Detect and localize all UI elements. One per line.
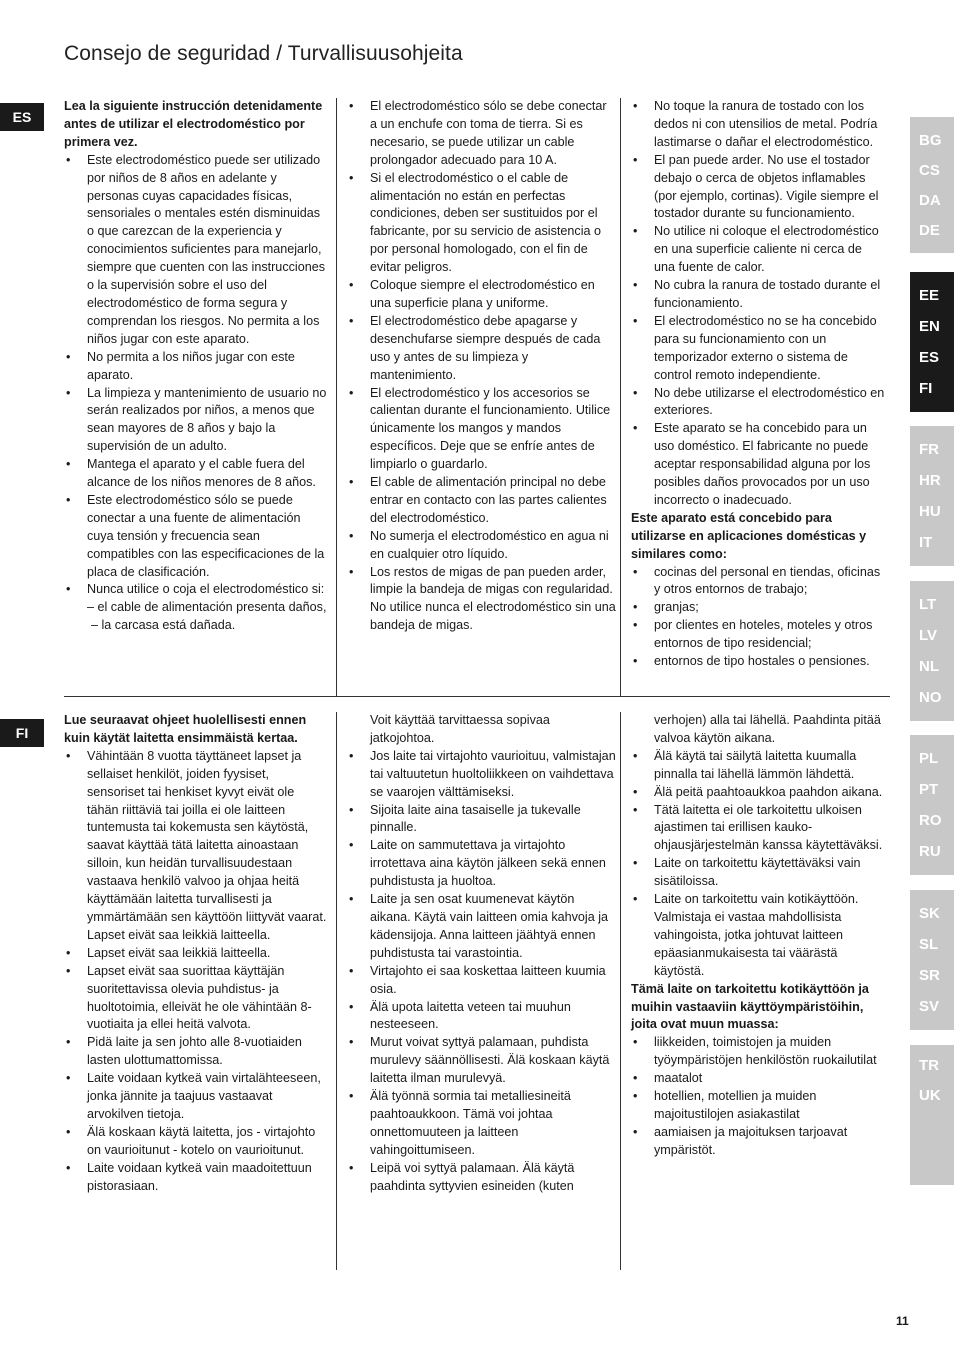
language-group-5 [910, 735, 954, 875]
list-item: • entornos de tipo hostales o pensiones. [631, 653, 886, 671]
list-item: • La limpieza y mantenimiento de usuario no serán realizados por niños, a menos que sean mayores de 8 años y bajo la supervisión de un adulto. [64, 385, 328, 457]
language-tab-pl[interactable]: PL [919, 750, 939, 767]
list-item: • Sijoita laite aina tasaiselle ja tukevalle pinnalle. [347, 802, 616, 838]
list-item: • liikkeiden, toimistojen ja muiden työympäristöjen henkilöstön ruokailutilat [631, 1034, 886, 1070]
fi-intro: Lue seuraavat ohjeet huolellisesti ennen kuin käytät laitetta ensimmäistä kertaa. [64, 713, 307, 745]
list-item: • Laite on sammutettava ja virtajohto irrotettava aina käytön jälkeen sekä ennen puhdistusta ja huoltoa. [347, 837, 616, 891]
list-item: • No cubra la ranura de tostado durante el funcionamiento. [631, 277, 886, 313]
language-badge-es: ES [0, 103, 44, 131]
language-tab-hu[interactable]: HU [919, 503, 941, 520]
list-item: • Leipä voi syttyä palamaan. Älä käytä paahdinta syttyvien esineiden (kuten [347, 1160, 616, 1196]
language-tab-hr[interactable]: HR [919, 472, 941, 489]
list-item [64, 581, 328, 635]
language-tab-tr[interactable]: TR [919, 1057, 939, 1074]
list-item: • granjas; [631, 599, 886, 617]
fi-usage-heading: Tämä laite on tarkoitettu kotikäyttöön ja muihin vastaaviin käyttöympäristöihin, joita ovat muun muassa: [631, 981, 869, 1032]
list-item: • Älä käytä tai säilytä laitetta kuumalla pinnalla tai lähellä lämmön lähdettä. [631, 748, 886, 784]
list-item: • El electrodoméstico y los accesorios se calientan durante el funcionamiento. Utilice únicamente los mangos y mandos específicos. Deje que se enfríe antes de limpiarlo o guardarlo. [347, 385, 616, 475]
list-item: • Älä peitä paahtoaukkoa paahdon aikana. [631, 784, 886, 802]
spanish-section [64, 98, 890, 697]
list-item: • Älä upota laitetta veteen tai muuhun nesteeseen. [347, 999, 616, 1035]
language-tab-pt[interactable]: PT [919, 781, 939, 798]
list-item: • El electrodoméstico debe apagarse y desenchufarse siempre después de cada uso y antes de su limpieza y mantenimiento. [347, 313, 616, 385]
list-item: • Laite on tarkoitettu vain kotikäyttöön. Valmistaja ei vastaa mahdollisista vahingoista, jotka johtuvat laitteen epäasianmukaisesta tai väärästä käytöstä. [631, 891, 886, 981]
language-tab-nl[interactable]: NL [919, 658, 939, 675]
language-tab-fi[interactable]: FI [919, 380, 933, 397]
list-item: • Este electrodoméstico puede ser utilizado por niños de 8 años en adelante y personas cuyas capacidades físicas, sensoriales o mentales estén disminuidas o que carezcan de la experiencia y conocimientos suficientes para manejarlo, siempre que cuenten con las instrucciones o la supervisión sobre el uso del electrodoméstico de forma segura y comprendan los riesgos. No permita a los niños jugar con este aparato. [64, 152, 328, 349]
list-item: • No sumerja el electrodoméstico en agua ni en cualquier otro líquido. [347, 528, 616, 564]
sub-item: – el cable de alimentación presenta daños, [87, 600, 327, 615]
list-item: • Lapset eivät saa leikkiä laitteella. [64, 945, 328, 963]
list-item: • Pidä laite ja sen johto alle 8-vuotiaiden lasten ulottumattomissa. [64, 1034, 328, 1070]
language-tab-cs[interactable]: CS [919, 161, 940, 179]
list-item: • maatalot [631, 1070, 886, 1088]
es-intro: Lea la siguiente instrucción detenidamente antes de utilizar el electrodoméstico por primera vez. [64, 99, 323, 149]
language-tab-sl[interactable]: SL [919, 936, 939, 953]
list-item: • Laite voidaan kytkeä vain maadoitettuun pistorasiaan. [64, 1160, 328, 1196]
language-tab-ro[interactable]: RO [919, 812, 942, 829]
list-item: • No debe utilizarse el electrodoméstico en exteriores. [631, 385, 886, 421]
language-tab-sr[interactable]: SR [919, 967, 940, 984]
language-tab-fr[interactable]: FR [919, 441, 939, 458]
list-item: • aamiaisen ja majoituksen tarjoavat ympäristöt. [631, 1124, 886, 1160]
language-tab-lv[interactable]: LV [919, 627, 938, 644]
list-item: • Murut voivat syttyä palamaan, puhdista murulevy säännöllisesti. Älä koskaan käytä laitetta ilman murulevyä. [347, 1034, 616, 1088]
continued-text: Voit käyttää tarvittaessa sopivaa jatkojohtoa. [370, 713, 550, 745]
list-item: • Coloque siempre el electrodoméstico en una superficie plana y uniforme. [347, 277, 616, 313]
list-item: • Älä työnnä sormia tai metalliesineitä paahtoaukkoon. Tämä voi johtaa onnettomuuteen ja laitteen vahingoittumiseen. [347, 1088, 616, 1160]
sub-item: – la carcasa está dañada. [91, 618, 236, 633]
language-tab-es[interactable]: ES [919, 349, 940, 366]
list-item: • Este aparato se ha concebido para un uso doméstico. El fabricante no puede aceptar responsabilidad alguna por los posibles daños provocados por un uso incorrecto o inadecuado. [631, 420, 886, 510]
language-group-3 [910, 426, 954, 566]
es-column-3 [620, 98, 890, 696]
page-title: Consejo de seguridad / Turvallisuusohjeita [64, 42, 463, 65]
list-item: • Laite voidaan kytkeä vain virtalähteeseen, jonka jännite ja taajuus vastaavat arvokilven tietoja. [64, 1070, 328, 1124]
list-item: • Älä koskaan käytä laitetta, jos - virtajohto on vaurioitunut - kotelo on vaurioitunut. [64, 1124, 328, 1160]
fi-column-3 [620, 712, 890, 1270]
language-group-1 [910, 117, 954, 253]
language-tab-bg[interactable]: BG [919, 131, 942, 149]
list-item: • Tätä laitetta ei ole tarkoitettu ulkoisen ajastimen tai erillisen kauko-ohjausjärjestelmän kanssa käytettäväksi. [631, 802, 886, 856]
list-item: • Mantega el aparato y el cable fuera del alcance de los niños menores de 8 años. [64, 456, 328, 492]
language-group-4 [910, 581, 954, 721]
list-item: • Laite ja sen osat kuumenevat käytön aikana. Käytä vain laitteen omia kahvoja ja kädensijoja. Anna laitteen jäähtyä ennen puhdistusta tai varastointia. [347, 891, 616, 963]
language-tab-sk[interactable]: SK [919, 905, 940, 922]
es-column-2 [336, 98, 620, 696]
es-usage-heading: Este aparato está concebido para utilizarse en aplicaciones domésticas y similares como: [631, 510, 867, 561]
language-tab-ru[interactable]: RU [919, 843, 941, 860]
language-tab-da[interactable]: DA [919, 191, 941, 209]
language-tab-no[interactable]: NO [919, 689, 942, 706]
language-tab-de[interactable]: DE [919, 221, 940, 239]
language-tab-lt[interactable]: LT [919, 596, 937, 613]
list-item: • El electrodoméstico no se ha concebido para su funcionamiento con un temporizador externo o sistema de control remoto independiente. [631, 313, 886, 385]
list-item-text: Nunca utilice o coja el electrodoméstico si: [87, 582, 325, 597]
finnish-section [64, 712, 890, 1270]
list-item: • Vähintään 8 vuotta täyttäneet lapset ja sellaiset henkilöt, joiden fyysiset, sensoriset tai henkiset kyvyt eivät ole tähän riittäviä tai joilla ei ole laitteen tuntemusta tai kokemusta sen käytöstä, saavat käyttää tätä laitetta ainoastaan silloin, kun heidän turvallisuudestaan vastaava henkilö valvoo ja ohjaa heitä käyttämään laitetta turvallisesti ja ymmärtämään sen käyttöön liittyvät vaarat. Lapset eivät saa leikkiä laitteella. [64, 748, 328, 945]
list-item: • El cable de alimentación principal no debe entrar en contacto con las partes calientes del electrodoméstico. [347, 474, 616, 528]
list-item: • por clientes en hoteles, moteles y otros entornos de tipo residencial; [631, 617, 886, 653]
list-item: • El pan puede arder. No use el tostador debajo o cerca de objetos inflamables (por ejemplo, cortinas). Vigile siempre el tostador durante su funcionamiento. [631, 152, 886, 224]
fi-column-2 [336, 712, 620, 1270]
list-item: • No toque la ranura de tostado con los dedos ni con utensilios de metal. Podría lastimarse o dañar el electrodoméstico. [631, 98, 886, 152]
list-item: • Si el electrodoméstico o el cable de alimentación no están en perfectas condiciones, deben ser sustituidos por el fabricante, por su servicio de asistencia o por personal homologado, con el fin de evitar peligros. [347, 170, 616, 277]
language-group-6 [910, 890, 954, 1030]
list-item: • Lapset eivät saa suorittaa käyttäjän suoritettavissa olevia puhdistus- ja huoltotoimia, elleivät he ole vähintään 8-vuotiaita ja ellei heitä valvota. [64, 963, 328, 1035]
language-tab-uk[interactable]: UK [919, 1087, 941, 1104]
list-item: • hotellien, motellien ja muiden majoitustilojen asiakastilat [631, 1088, 886, 1124]
language-group-7 [910, 1045, 954, 1185]
list-item: • cocinas del personal en tiendas, oficinas y otros entornos de trabajo; [631, 564, 886, 600]
list-item: • Virtajohto ei saa koskettaa laitteen kuumia osia. [347, 963, 616, 999]
language-tab-it[interactable]: IT [919, 534, 933, 551]
language-tab-ee[interactable]: EE [919, 287, 940, 304]
language-tab-sv[interactable]: SV [919, 998, 940, 1015]
list-item: • El electrodoméstico sólo se debe conectar a un enchufe con toma de tierra. Si es necesario, se puede utilizar un cable prolongador adecuado para 10 A. [347, 98, 616, 170]
list-item: • Jos laite tai virtajohto vaurioituu, valmistajan tai valtuutetun huoltoliikkeen on vaihdettava se vaarojen välttämiseksi. [347, 748, 616, 802]
list-item: • No utilice ni coloque el electrodoméstico en una superficie caliente ni cerca de una fuente de calor. [631, 223, 886, 277]
es-column-1 [64, 98, 336, 696]
list-item: • No permita a los niños jugar con este aparato. [64, 349, 328, 385]
language-tab-en[interactable]: EN [919, 318, 940, 335]
continued-text: verhojen) alla tai lähellä. Paahdinta pitää valvoa käytön aikana. [654, 713, 881, 745]
list-item: • Los restos de migas de pan pueden arder, limpie la bandeja de migas con regularidad. No utilice nunca el electrodoméstico sin una bandeja de migas. [347, 564, 616, 636]
language-badge-fi: FI [0, 719, 44, 747]
list-item: • Este electrodoméstico sólo se puede conectar a una fuente de alimentación cuya tensión y frecuencia sean compatibles con las especificaciones de la placa de clasificación. [64, 492, 328, 582]
fi-column-1 [64, 712, 336, 1270]
language-group-2 [910, 272, 954, 412]
page-number: 11 [896, 1314, 909, 1328]
list-item: • Laite on tarkoitettu käytettäväksi vain sisätiloissa. [631, 855, 886, 891]
